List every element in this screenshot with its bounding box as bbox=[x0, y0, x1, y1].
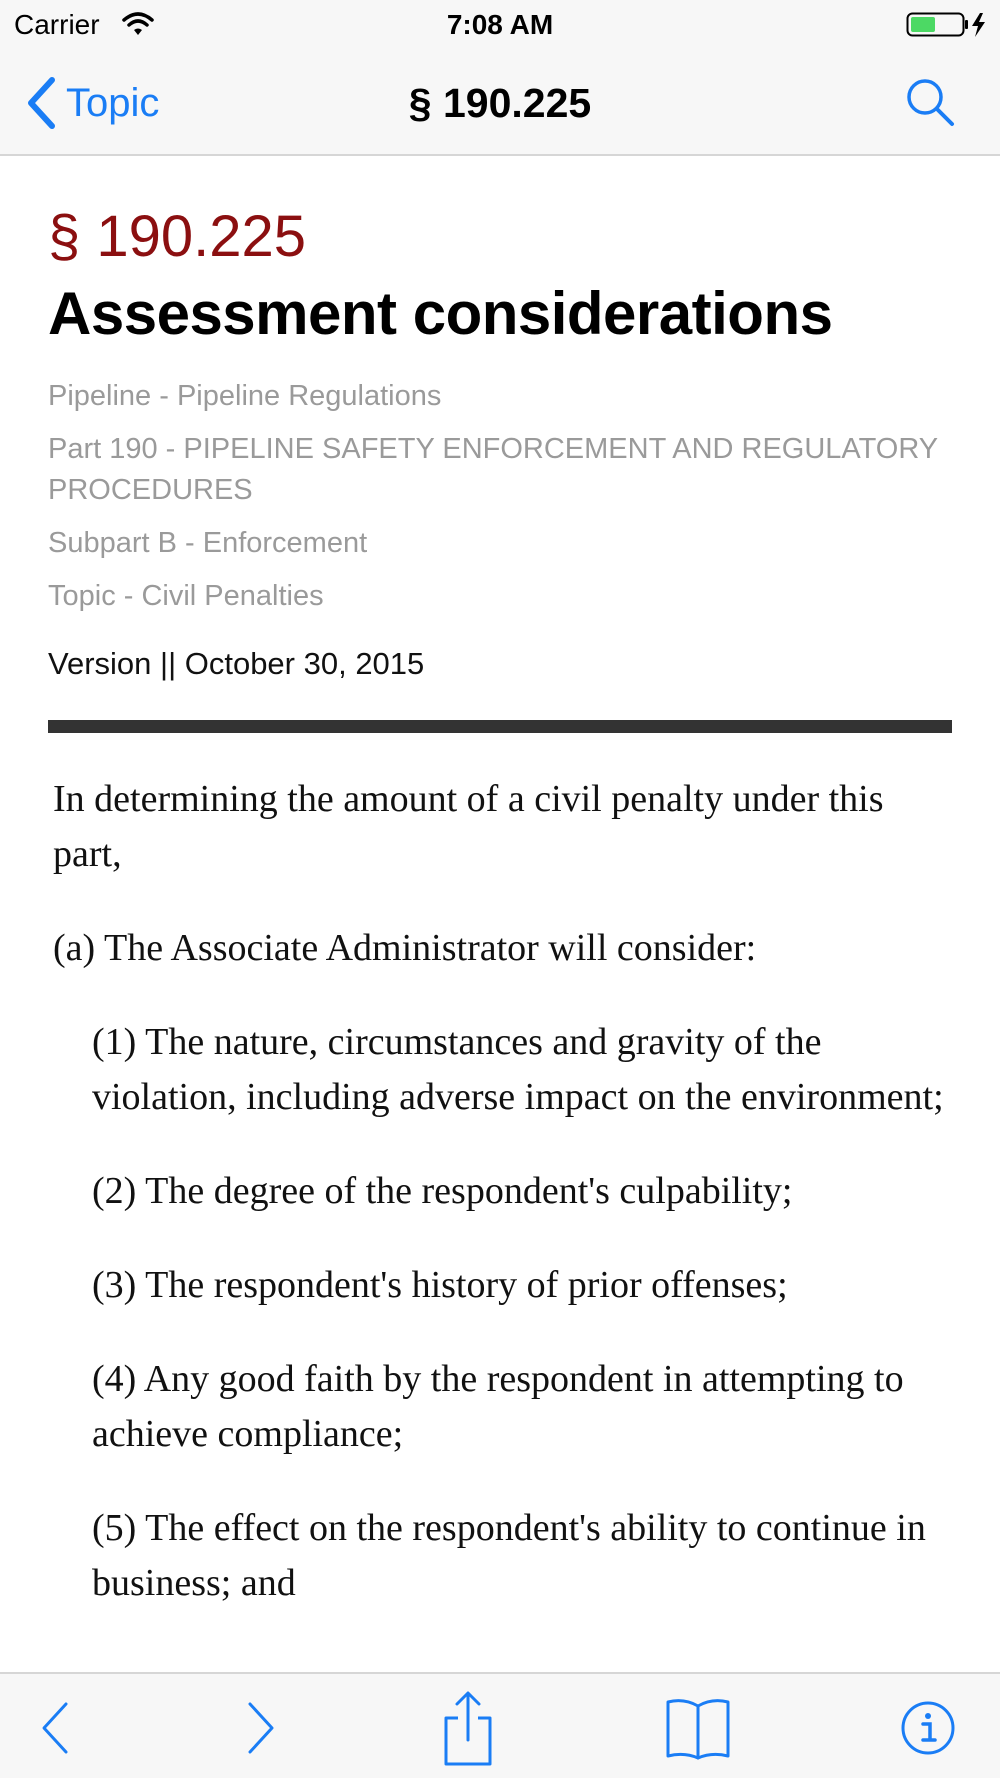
paragraph-item: (4) Any good faith by the respondent in attempting to achieve compliance; bbox=[92, 1358, 904, 1455]
regulation-text bbox=[53, 772, 958, 1650]
version-label: Version || October 30, 2015 bbox=[48, 646, 425, 681]
share-button[interactable] bbox=[436, 1688, 500, 1768]
paragraph-a: (a) The Associate Administrator will consider: bbox=[53, 927, 757, 969]
breadcrumb-item: Pipeline - Pipeline Regulations bbox=[48, 380, 442, 412]
chevron-left-icon bbox=[26, 77, 56, 129]
page-title: Assessment considerations bbox=[48, 280, 833, 347]
divider bbox=[48, 720, 952, 733]
search-icon bbox=[902, 117, 958, 134]
bottom-toolbar bbox=[0, 1672, 1000, 1778]
book-icon bbox=[662, 1692, 734, 1764]
info-button[interactable] bbox=[898, 1696, 962, 1760]
nav-title: § 190.225 bbox=[408, 80, 592, 126]
breadcrumb bbox=[48, 376, 958, 629]
regulation-content[interactable] bbox=[0, 156, 1000, 1670]
back-button[interactable] bbox=[26, 76, 159, 130]
status-bar bbox=[0, 0, 1000, 48]
breadcrumb-item: Topic - Civil Penalties bbox=[48, 580, 324, 612]
search-button[interactable] bbox=[902, 74, 958, 130]
paragraph-item: (3) The respondent's history of prior offenses; bbox=[92, 1264, 788, 1306]
bookmarks-button[interactable] bbox=[662, 1692, 734, 1764]
info-icon bbox=[898, 1696, 962, 1760]
section-number: § 190.225 bbox=[48, 204, 307, 269]
back-button-label: Topic bbox=[66, 80, 160, 125]
share-icon bbox=[436, 1688, 500, 1768]
navigation-bar bbox=[0, 48, 1000, 156]
breadcrumb-item: Subpart B - Enforcement bbox=[48, 527, 368, 559]
forward-arrow-icon bbox=[226, 1696, 290, 1760]
next-button[interactable] bbox=[226, 1696, 290, 1760]
battery-charging-icon bbox=[906, 12, 990, 38]
previous-button[interactable] bbox=[26, 1696, 90, 1760]
carrier-label: Carrier bbox=[14, 9, 100, 40]
paragraph-item: (5) The effect on the respondent's ability to continue in business; and bbox=[92, 1507, 926, 1604]
paragraph-intro: In determining the amount of a civil penalty under this part, bbox=[53, 778, 884, 875]
status-time: 7:08 AM bbox=[446, 9, 554, 40]
paragraph-item: (2) The degree of the respondent's culpability; bbox=[92, 1170, 793, 1212]
breadcrumb-item: Part 190 - PIPELINE SAFETY ENFORCEMENT AND REGULATORY PROCEDURES bbox=[48, 433, 938, 506]
paragraph-item: (1) The nature, circumstances and gravity of the violation, including adverse impact on the environment; bbox=[92, 1021, 944, 1118]
back-arrow-icon bbox=[26, 1696, 90, 1760]
